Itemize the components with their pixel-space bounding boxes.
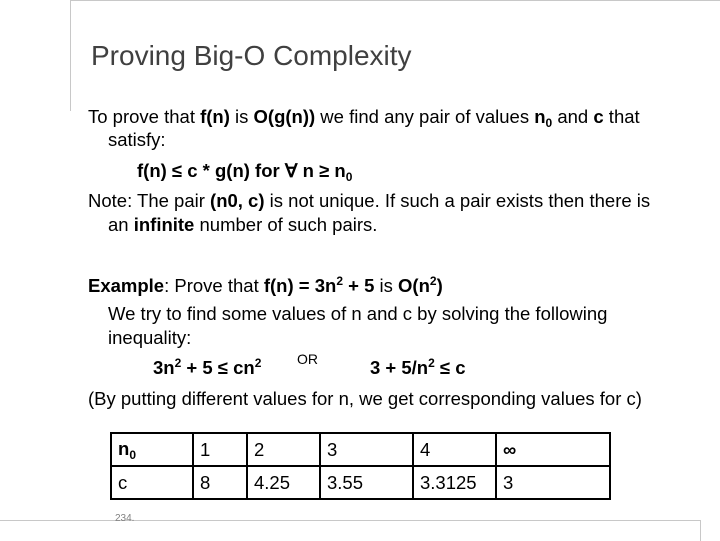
intro-line-1: To prove that f(n) is O(g(n)) we find any pair of values $n_0$ and c that <box>88 106 640 130</box>
table-cell: 8 <box>193 466 247 499</box>
row-header-n0: $n_0$ <box>111 433 193 466</box>
note-line-1: Note: The pair (n0, c) is not unique. If such a pair exists then there is <box>88 190 651 211</box>
table-cell: 4.25 <box>247 466 320 499</box>
row-header-c: c <box>111 466 193 499</box>
table-cell: 3.3125 <box>413 466 496 499</box>
condition-formula: f(n) ≤ c * g(n) for ∀ $n \ge n_0$ <box>137 160 353 184</box>
or-label: OR <box>297 351 318 367</box>
intro-line-2: satisfy: <box>108 129 166 150</box>
table-row <box>111 466 610 499</box>
inequality-2: $3 + 5/n^2 \le c$ <box>370 356 466 378</box>
page-number: 234. <box>115 513 135 524</box>
note-line-2: an infinite number of such pairs. <box>108 214 378 235</box>
table-cell: 3.55 <box>320 466 413 499</box>
table-cell: 3 <box>496 466 610 499</box>
example-try-line-2: inequality: <box>108 327 192 348</box>
table-cell: 3 <box>320 433 413 466</box>
table-cell: 2 <box>247 433 320 466</box>
table-cell: 4 <box>413 433 496 466</box>
table-row <box>111 433 610 466</box>
table-cell: 1 <box>193 433 247 466</box>
slide-title: Proving Big-O Complexity <box>91 40 412 71</box>
example-try-line-1: We try to find some values of n and c by solving the following <box>108 303 608 324</box>
inequality-1: $3n^2 + 5 \le cn^2$ <box>153 356 262 378</box>
values-table <box>110 432 611 500</box>
decorative-frame-bottom <box>0 520 701 541</box>
example-heading: Example: Prove that $f(n) = 3n^2 + 5$ is $O(n^2)$ <box>88 274 443 296</box>
putting-values-line: (By putting different values for n, we get corresponding values for c) <box>88 388 642 409</box>
table-cell: ∞ <box>496 433 610 466</box>
